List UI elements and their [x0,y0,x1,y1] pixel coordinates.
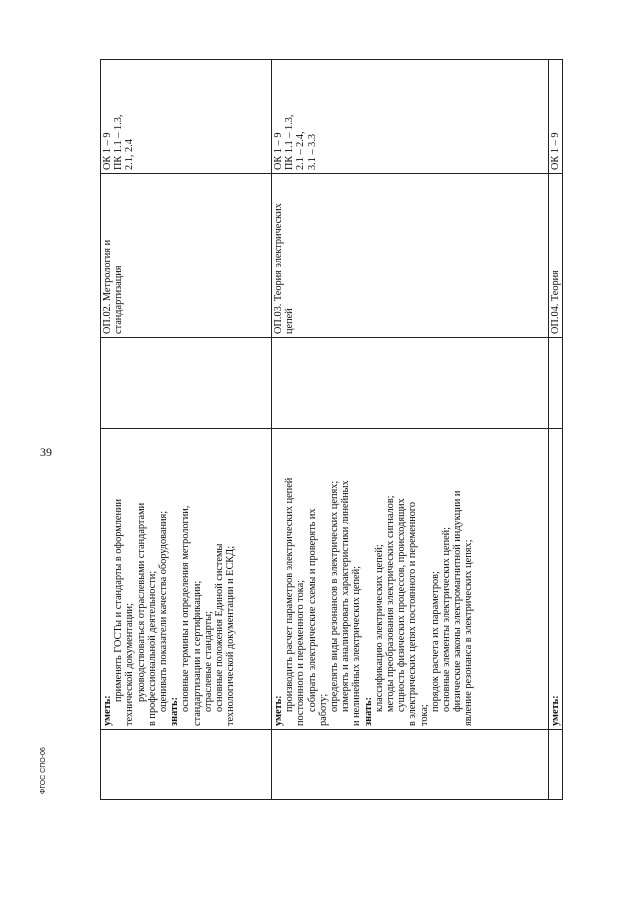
competency-code: ПК 1.1 – 1.3, [284,114,296,170]
content-cell [549,429,563,730]
content-cell [272,429,549,730]
content-line: работу; [317,693,329,726]
content-line: основные термины и определения метрологии, [180,505,192,712]
footer-label: ФГОС СПО-06 [40,747,47,794]
table-row [272,60,549,800]
competency-table [100,59,563,800]
competency-code: ПК 1.1 – 1.3, [113,114,125,170]
content-line: классификацию электрических цепей; [373,544,385,712]
content-line: сущность физических процессов, происходящих [396,498,408,712]
content-line: порядок расчета их параметров; [429,571,441,712]
content-cell [101,429,272,730]
content-line: постоянного и переменного тока; [295,579,307,726]
content-line: основные положения Единой системы [214,543,226,712]
empty-cell [101,730,272,800]
discipline-cell: ОП.04. Теория [549,174,563,338]
content-line: собирать электрические схемы и проверять их [306,508,318,712]
content-line: тока; [418,704,430,726]
content-line: оценивать показатели качества оборудования; [158,510,170,712]
competency-code: ОК 1 – 9 [273,132,284,170]
section-heading: знать: [169,697,181,726]
content-line: отраслевые стандарты; [202,611,214,712]
competency-code: ОК 1 – 9 [550,132,561,170]
content-line: технической документации; [124,603,136,726]
empty-cell [272,730,549,800]
competency-code: 2.1, 2.4 [124,139,136,170]
content-line: стандартизации и сертификации; [191,580,203,726]
competencies-cell [549,60,563,174]
content-line: измерять и анализировать характеристики линейных [340,480,352,712]
page-number: 39 [40,445,52,459]
table-row [549,60,563,800]
discipline-cell: ОП.02. Метрология и стандартизация [101,174,272,338]
content-line: в профессиональной деятельности; [146,570,158,726]
section-heading: уметь: [273,695,284,726]
section-heading: уметь: [550,695,561,726]
competency-code: ОК 1 – 9 [102,132,113,170]
content-line: явление резонанса в электрических цепях; [463,539,475,726]
content-line: производить расчет параметров электрических цепей [284,477,296,712]
empty-cell [272,338,549,429]
competency-code: 2.1 – 2.4, [295,131,307,170]
section-heading: уметь: [102,695,113,726]
competencies-cell [101,60,272,174]
content-line: основные элементы электрических цепей; [441,526,453,712]
rotated-table-container [100,60,581,800]
content-line: физические законы электромагнитной индукции и [452,490,464,712]
content-line: технологической документации и ЕСКД; [225,545,237,726]
table-row [101,60,272,800]
competency-code: 3.1 – 3.3 [306,133,318,170]
section-heading: знать: [362,697,374,726]
empty-cell [101,338,272,429]
content-line: применять ГОСТы и стандарты в оформлении [113,499,125,702]
empty-cell [549,338,563,429]
content-line: определять виды резонансов в электрических цепях; [329,480,341,712]
content-line: руководствоваться отраслевыми стандартами [135,502,147,702]
content-line: и нелинейных электрических цепей; [351,566,363,726]
empty-cell [549,730,563,800]
competencies-cell [272,60,549,174]
discipline-cell: ОП.03. Теория электрических цепей [272,174,549,338]
content-line: методы преобразования электрических сигналов; [385,495,397,712]
content-line: в электрических цепях постоянного и переменного [407,501,419,726]
